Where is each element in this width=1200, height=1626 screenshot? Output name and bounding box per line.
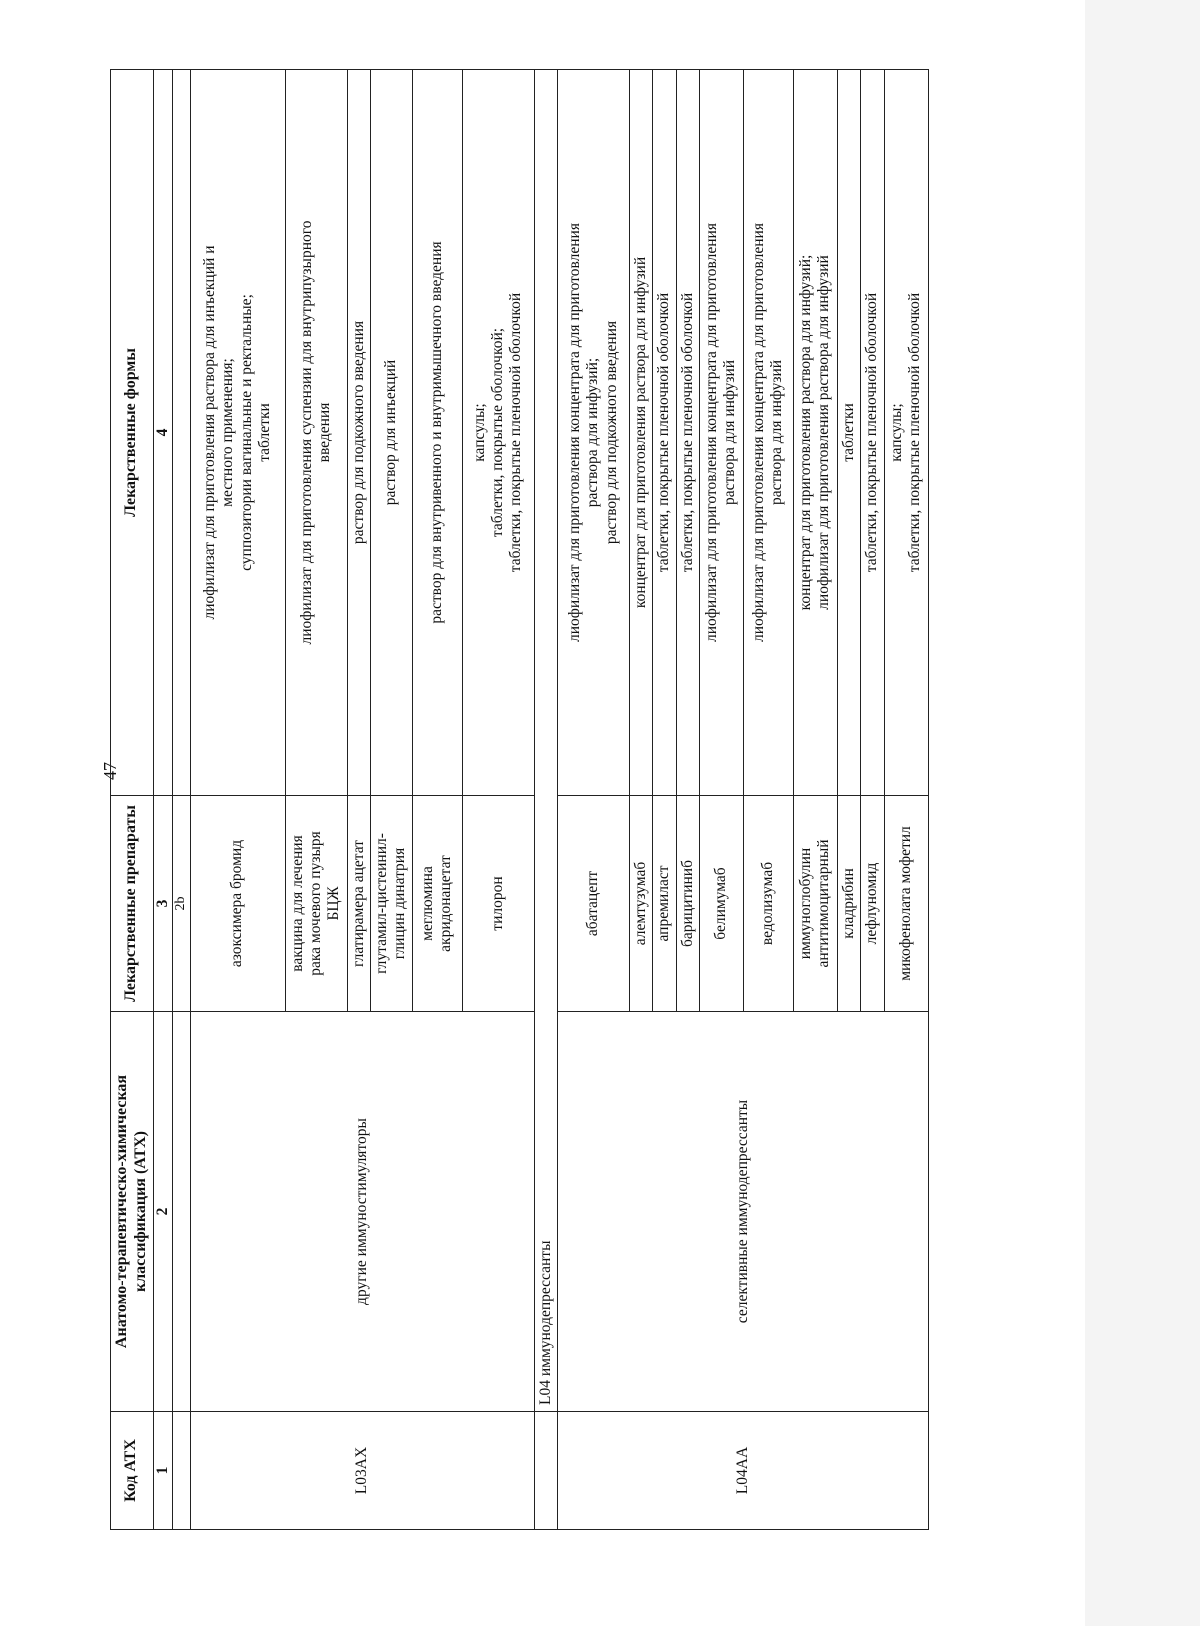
atc-classification: селективные иммунодепрессанты (558, 1012, 928, 1412)
drug-name: кладрибин (837, 796, 860, 1012)
drug-name: иммуноглобулин антитимоцитарный (793, 796, 837, 1012)
drug-name: меглюмина акридонацетат (412, 796, 462, 1012)
drug-forms: раствор для внутривенного и внутримышечного введения (412, 70, 462, 796)
header-code: Код АТХ (111, 1412, 154, 1530)
drug-forms: таблетки, покрытые пленочной оболочкой (653, 70, 676, 796)
drug-forms: лиофилизат для приготовления раствора для инъекций и местного применения; суппозитории вагинальные и ректальные; таблетки (190, 70, 285, 796)
drug-name: глутамил-цистеинил- глицин динатрия (370, 796, 412, 1012)
drug-forms: лиофилизат для приготовления концентрата для приготовления раствора для инфузий (699, 70, 743, 796)
header-row (111, 70, 154, 1530)
drug-table (110, 69, 929, 1530)
drug-forms: концентрат для приготовления раствора для инфузий (630, 70, 653, 796)
drug-forms: капсулы; таблетки, покрытые пленочной оболочкой (884, 70, 928, 796)
table-row (190, 70, 285, 1530)
drug-forms: раствор для инъекций (370, 70, 412, 796)
drug-name: ведолизумаб (743, 796, 793, 1012)
sub-marker: 2b (173, 796, 191, 1012)
drug-forms: лиофилизат для приготовления концентрата для приготовления раствора для инфузий (743, 70, 793, 796)
table-row (558, 70, 630, 1530)
header-forms: Лекарственные формы (111, 70, 154, 796)
drug-forms: концентрат для приготовления раствора для инфузий; лиофилизат для приготовления раствора для инфузий (793, 70, 837, 796)
group-title-row (534, 70, 557, 1530)
drug-name: апремиласт (653, 796, 676, 1012)
drug-name: микофенолата мофетил (884, 796, 928, 1012)
group-title: L04 иммунодепрессанты (534, 70, 557, 1412)
col-number: 1 (153, 1412, 172, 1530)
drug-name: барицитиниб (676, 796, 699, 1012)
drug-forms: лиофилизат для приготовления концентрата для приготовления раствора для инфузий; раствор для подкожного введения (558, 70, 630, 796)
drug-forms: таблетки, покрытые пленочной оболочкой (676, 70, 699, 796)
rotated-page (110, 70, 1030, 1530)
drug-name: алемтузумаб (630, 796, 653, 1012)
page-number: 47 (100, 762, 120, 780)
drug-name: глатирамера ацетат (347, 796, 370, 1012)
header-classification: Анатомо-терапевтическо-химическая классификация (АТХ) (111, 1012, 154, 1412)
drug-forms: раствор для подкожного введения (347, 70, 370, 796)
scan-margin (1085, 0, 1200, 1626)
drug-forms: таблетки (837, 70, 860, 796)
col-number: 2 (153, 1012, 172, 1412)
atc-code: L03AX (190, 1412, 534, 1530)
drug-name: вакцина для лечения рака мочевого пузыря БЦЖ (285, 796, 347, 1012)
atc-classification: другие иммуностимуляторы (190, 1012, 534, 1412)
drug-name: азоксимера бромид (190, 796, 285, 1012)
sub-marker-row (173, 70, 191, 1530)
drug-forms: капсулы; таблетки, покрытые оболочкой; таблетки, покрытые пленочной оболочкой (462, 70, 534, 796)
drug-forms: лиофилизат для приготовления суспензии для внутрипузырного введения (285, 70, 347, 796)
col-number: 3 (153, 796, 172, 1012)
header-drugs: Лекарственные препараты (111, 796, 154, 1012)
drug-name: абатацепт (558, 796, 630, 1012)
atc-code: L04AA (558, 1412, 928, 1530)
drug-forms: таблетки, покрытые пленочной оболочкой (861, 70, 884, 796)
drug-name: белимумаб (699, 796, 743, 1012)
col-number: 4 (153, 70, 172, 796)
drug-name: лефлуномид (861, 796, 884, 1012)
column-number-row (153, 70, 172, 1530)
drug-name: тилорон (462, 796, 534, 1012)
